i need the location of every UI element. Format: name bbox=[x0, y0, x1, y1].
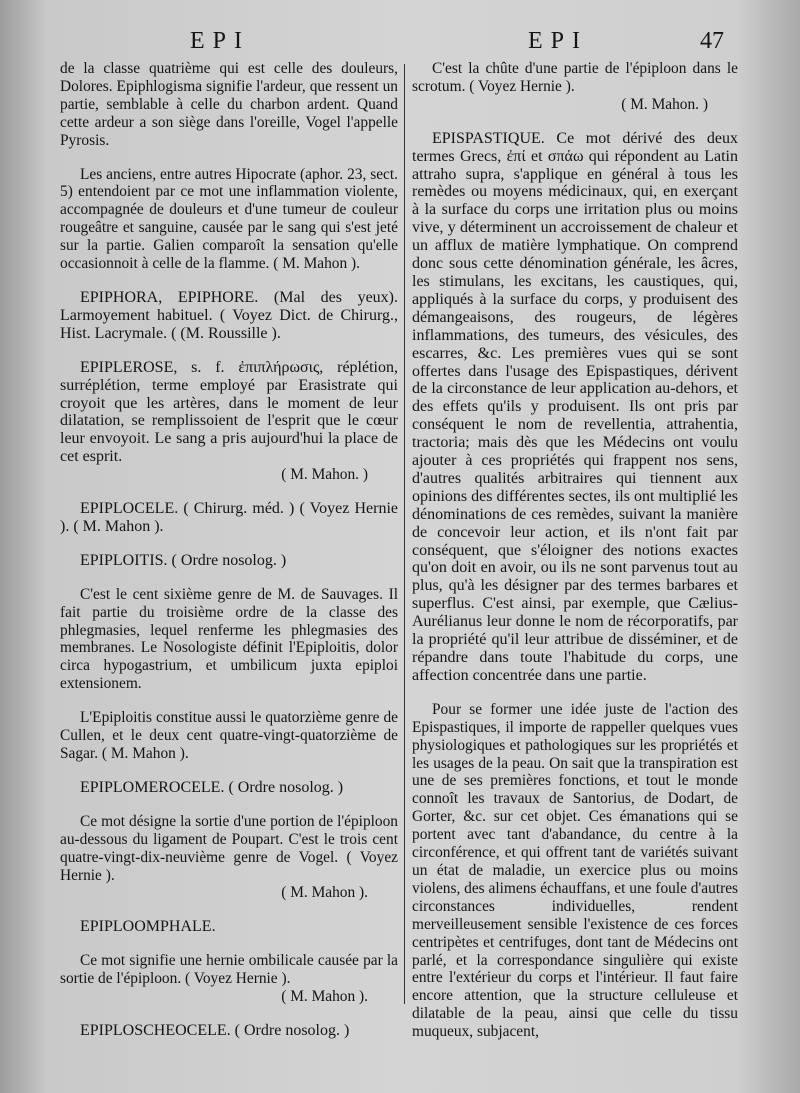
body-paragraph: Les anciens, entre autres Hipocrate (aphor. 23, sect. 5) entendoient par ce mot une inflammation violente, accompagnée de douleurs et d'une tumeur de couleur rougeâtre et sanguine, causée par le sang qui s'est jeté sur la partie. Galien comparoît la sensation qu'elle occasionnoit à celle de la flamme. ( M. Mahon ). bbox=[60, 165, 398, 273]
body-paragraph: L'Epiploitis constitue aussi le quatorzième genre de Cullen, et le deux cent quatre-vingt-quatorzième de Sagar. ( M. Mahon ). bbox=[60, 709, 398, 762]
entry-heading: EPIPLOCELE. ( Chirurg. méd. ) ( Voyez Hernie ). ( M. Mahon ). bbox=[60, 500, 398, 535]
entry-heading: EPIPLOSCHEOCELE. ( Ordre nosolog. ) bbox=[80, 1021, 350, 1039]
right-column bbox=[412, 60, 738, 1041]
entry-heading: EPIPLEROSE, s. f. ἐπιπλήρωσις, réplétion, surréplétion, terme employé par Erasistrate qui croyoit que les artères, dans le moment de leur dilatation, se remplissoient de l'esprit que le cœur leur envoyoit. Le sang a pris aujourd'hui la place de cet esprit. bbox=[60, 358, 398, 466]
entry-heading: EPIPHORA, EPIPHORE. (Mal des yeux). Larmoyement habituel. ( Voyez Dict. de Chirurg., Hist. Lacrymale. ( (M. Roussille ). bbox=[60, 288, 398, 342]
continued-paragraph: de la classe quatrième qui est celle des douleurs, Dolores. Epiphlogisma signifie l'ardeur, que ressent un partie, semblable à celle du charbon ardent. Quand cette ardeur a son siège dans l'oreille, Vogel l'appelle Pyrosis. bbox=[60, 60, 398, 149]
running-header bbox=[0, 24, 800, 64]
header-right: EPI bbox=[528, 28, 588, 54]
body-paragraph: C'est le cent sixième genre de M. de Sauvages. Il fait partie du troisième ordre de la classe des phlegmasies, lequel renferme les phlegmasies des membranes. Le Nosologiste définit l'Epiploitis, dolor circa hypogastrium, et umbilicum juxta epiploi extensionem. bbox=[60, 585, 398, 693]
header-left: EPI bbox=[190, 28, 250, 54]
body-paragraph: Pour se former une idée juste de l'action des Epispastiques, il importe de rappeller quelques vues physiologiques et pathologiques sur les propriétés et les usages de la peau. On sait que la transpiration est une de ses premières fonctions, et tout le monde connoît les travaux de Santorius, de Dodart, de Gorter, &c. sur cet objet. Ces émanations qui se portent avec tant d'abandance, du centre à la circonférence, et qui offrent tant de variétés suivant un état de maladie, un exercice plus ou moins violens, des alimens échauffans, et une foule d'autres circonstances individuelles, rendent merveilleusement sensible l'existence de ces forces centripètes et centrifuges, dont tant de Médecins ont parlé, et la correspondance singulière qui existe entre l'extérieur du corps et l'intérieur. Il faut faire encore attention, que la structure celluleuse et dilatable de la peau, ainsi que celle du tissu muqueux, subjacent, bbox=[412, 700, 739, 1041]
body-paragraph: Ce mot désigne la sortie d'une portion de l'épiploon au-dessous du ligament de Poupart. C'est le trois cent quatre-vingt-dix-neuvième genre de Vogel. ( Voyez Hernie ). bbox=[60, 812, 398, 884]
author-signature: ( M. Mahon. ) bbox=[621, 95, 708, 113]
entry-heading: EPIPLOOMPHALE. bbox=[80, 918, 216, 936]
entry-heading: EPIPLOMEROCELE. ( Ordre nosolog. ) bbox=[80, 778, 344, 796]
entry-heading: EPISPASTIQUE. Ce mot dérivé des deux termes Grecs, ἐπί et σπάω qui répondent au Latin attraho supra, s'applique en général à tous les remèdes ou moyens médicinaux, qui, en exerçant à la surface du corps une irritation plus ou moins vive, y déterminent un accroissement de chaleur et un afflux de matière lymphatique. On comprend donc sous cette dénomination générale, les âcres, les stimulans, les excitans, les caustiques, qui, appliqués à la surface du corps, y produisent des démangeaisons, des rougeurs, de légères inflammations, des tumeurs, des vésicules, des escarres, &c. Les premières vues qui se sont offertes dans l'usage des Epispastiques, dérivent de la circonstance de leur application au-dehors, et des effets qu'ils y produisent. Ils ont pris par conséquent le nom de revellentia, attrahentia, tractoria; mais dès que les Médecins ont voulu ajouter à ces propriétés qui frappent nos sens, d'autres qualités arbitraires qui tiennent aux opinions des différentes sectes, ils ont multiplié les dénominations de ces remèdes, suivant la manière de concevoir leur action, et ils n'ont fait par conséquent, que s'éloigner des notions exactes qu'on doit en avoir, ou ils ne sont parvenus tout au plus, qu'à les désigner par des termes barbares et superflus. C'est ainsi, par exemple, que Cælius-Aurélianus leur donne le nom de récorporatifs, par la propriété qu'il leur attribue de disséminer, et de répandre dans toute l'habitude du corps, une affection concentrée dans une partie. bbox=[412, 129, 738, 684]
column-divider bbox=[404, 64, 405, 1004]
left-column bbox=[60, 60, 398, 1040]
body-paragraph: C'est la chûte d'une partie de l'épiploon dans le scrotum. ( Voyez Hernie ). bbox=[412, 60, 738, 95]
author-signature: ( M. Mahon. ) bbox=[281, 466, 368, 484]
page-number: 47 bbox=[700, 28, 724, 54]
author-signature: ( M. Mahon ). bbox=[281, 884, 368, 902]
body-paragraph: Ce mot signifie une hernie ombilicale causée par la sortie de l'épiploon. ( Voyez Hernie ). bbox=[60, 952, 398, 988]
entry-heading: EPIPLOITIS. ( Ordre nosolog. ) bbox=[80, 551, 287, 569]
author-signature: ( M. Mahon ). bbox=[281, 988, 368, 1006]
